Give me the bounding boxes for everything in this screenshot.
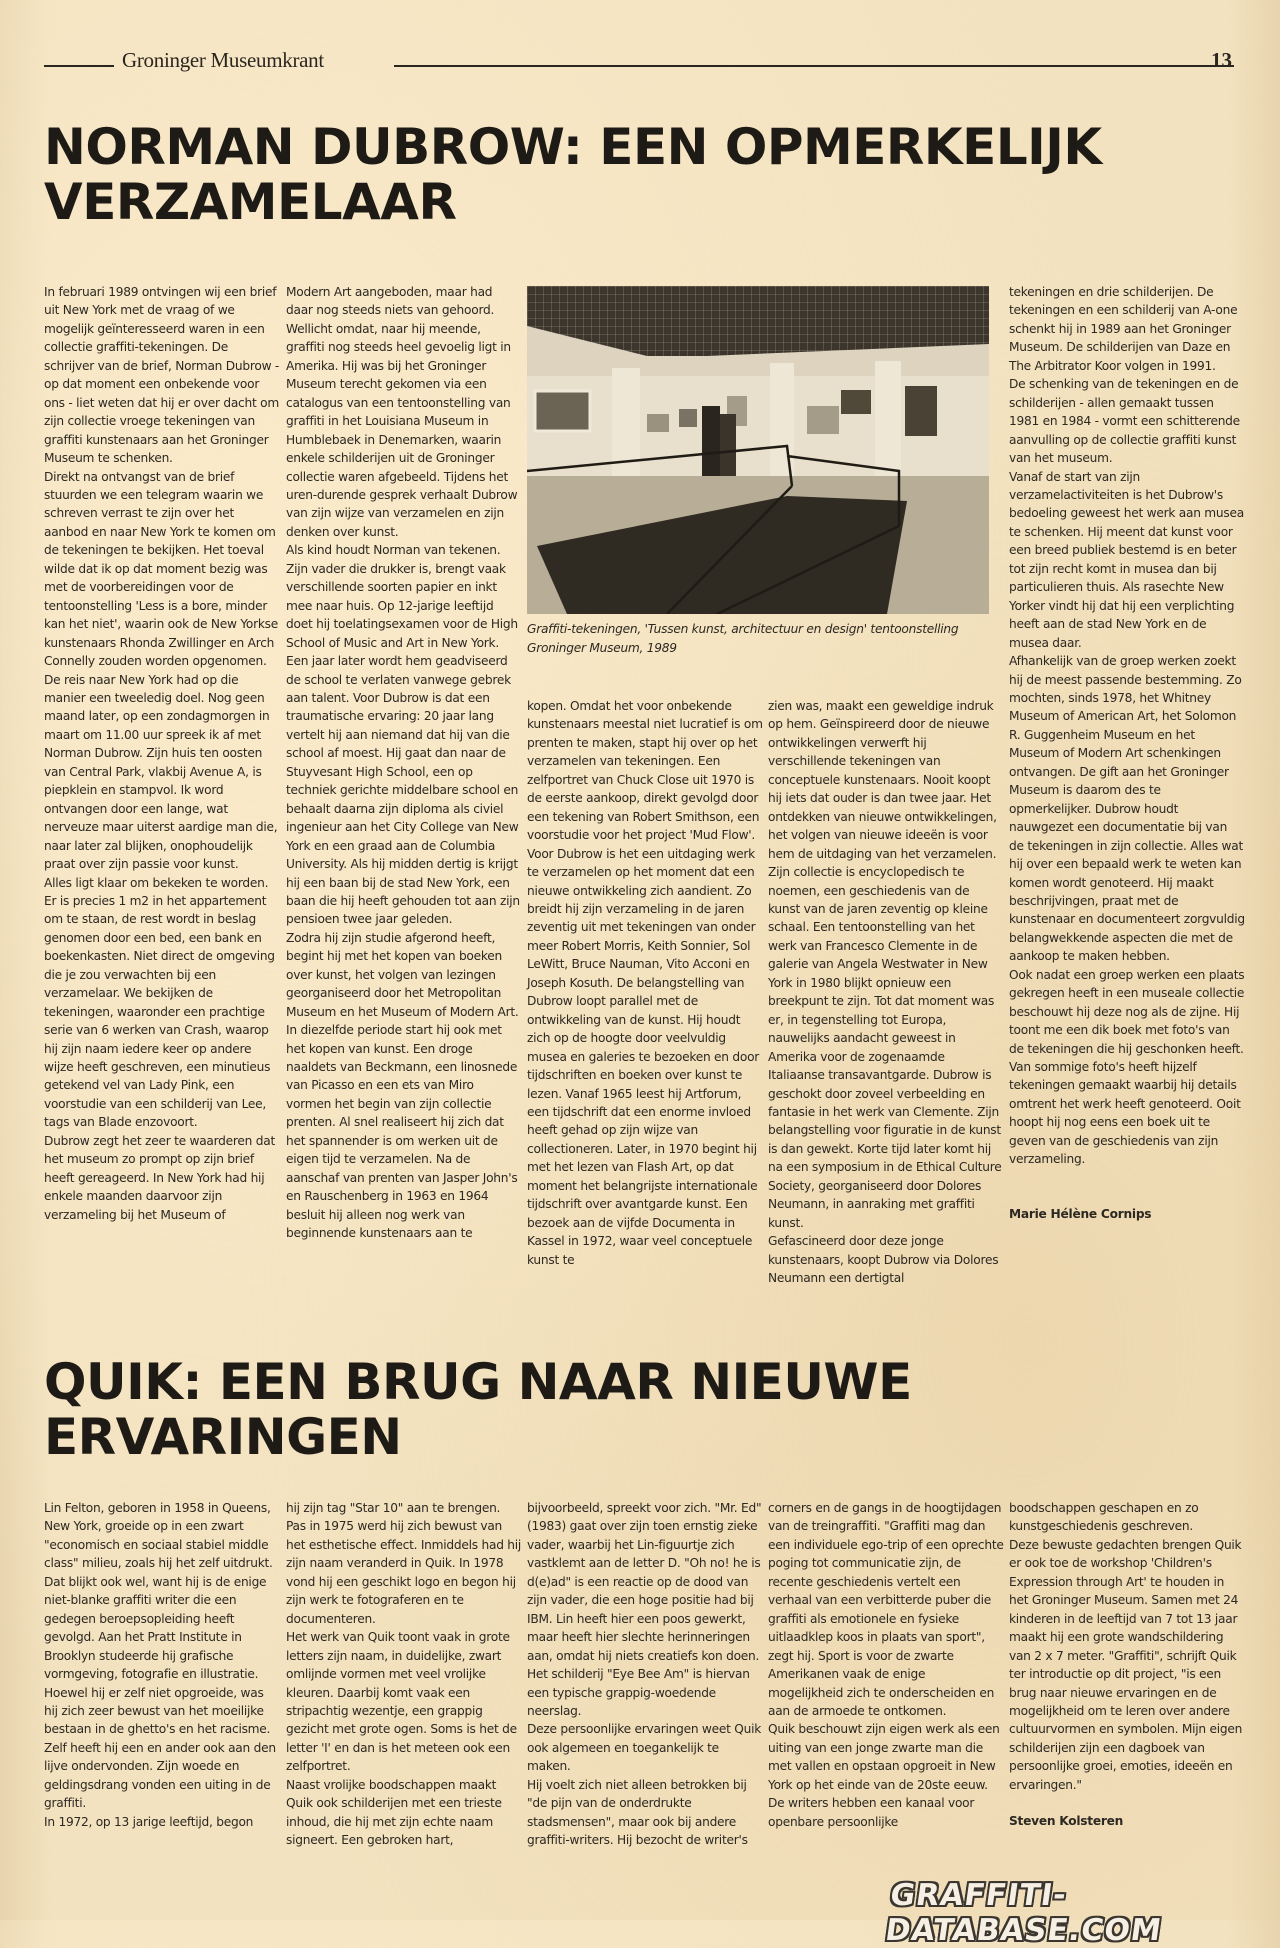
masthead-rule-left	[44, 65, 114, 67]
article2-author: Steven Kolsteren	[1009, 1814, 1124, 1829]
paragraph: zien was, maakt een geweldige indruk op hem. Geïnspireerd door de nieuwe ontwikkelingen verwerft hij verschillende tekeningen van conceptuele kunstenaars. Nooit koopt hij iets dat ouder is dan twee jaar. Het ontdekken van nieuwe ontwikkelingen, het volgen van nieuwe ideeën is voor hem de uitdaging van het verzamelen. Zijn collectie is encyclopedisch te noemen, een geschiedenis van de kunst van de jaren zeventig op kleine schaal. Een tentoonstelling van het werk van Francesco Clemente in de galerie van Angela Westwater in New York in 1980 blijkt opnieuw een breekpunt te zijn. Tot dat moment was er, in tegenstelling tot Europa, nauwelijks aandacht geweest in Amerika voor de zogenaamde Italiaanse transavantgarde. Dubrow is geschokt door zoveel verbeelding en fantasie in het werk van Clemente. Zijn belangstelling voor figuratie in de kunst is dan gewekt. Korte tijd later komt hij na een symposium in de Ethical Culture Society, georganiseerd door Dolores Neumann, in aanraking met graffiti kunst.	[768, 699, 1002, 1230]
watermark-logo: GRAFFITI-DATABASE.COM	[883, 1878, 1165, 1948]
publication-name: Groninger Museumkrant	[122, 48, 324, 72]
masthead-rule-right	[394, 65, 1234, 67]
article2-column-1	[44, 1499, 280, 1831]
artwork-frame	[679, 409, 697, 427]
artwork-frame	[905, 386, 937, 436]
paragraph: Afhankelijk van de groep werken zoekt hij de meest passende bestemming. Zo mochten, sinds 1978, het Whitney Museum of American Art, het Solomon R. Guggenheim Museum en het Museum of Modern Art schenkingen ontvangen. De gift aan het Groninger Museum is daarom des te opmerkelijker. Dubrow houdt nauwgezet een documentatie bij van de tekeningen in zijn collectie. Alles wat hij over een bepaald werk te weten kan komen wordt genoteerd. Hij maakt beschrijvingen, praat met de kunstenaar en documenteert zorgvuldig belangwekkende aspecten die met de aankoop te maken hebben.	[1009, 654, 1245, 964]
paragraph: Hoewel hij er zelf niet opgroeide, was hij zich zeer bewust van het moeilijke bestaan in de ghetto's en het racisme. Zelf heeft hij een en ander ook aan den lijve ondervonden. Zijn woede en geldingsdrang vonden een uiting in de graffiti.	[44, 1685, 276, 1811]
article1-column-2	[286, 283, 522, 1243]
paragraph: Gefascineerd door deze jonge kunstenaars, koopt Dubrow via Dolores Neumann een dertigtal	[768, 1234, 999, 1286]
paragraph: Quik beschouwt zijn eigen werk als een uiting van een jonge zwarte man die met vallen en opstaan opgroeit in New York op het einde van de 20ste eeuw. De writers hebben een kanaal voor openbare persoonlijke	[768, 1722, 1000, 1829]
article1-column-3	[527, 697, 763, 1269]
article1-column-1	[44, 283, 280, 1224]
article1-column-4	[768, 697, 1004, 1288]
paragraph: tekeningen en drie schilderijen. De tekeningen en een schilderij van A-one schenkt hij in 1989 aan het Groninger Museum. De schilderijen van Daze en The Arbitrator Koor volgen in 1991.	[1009, 285, 1238, 373]
paragraph: Lin Felton, geboren in 1958 in Queens, New York, groeide op in een zwart "economisch en sociaal stabiel middle class" milieu, zoals hij het zelf uitdrukt. Dat blijkt ook wel, want hij is de enige niet-blanke graffiti writer die een gedegen beroepsopleiding heeft gevolgd. Aan het Pratt Institute in Brooklyn studeerde hij grafische vormgeving, fotografie en illustratie.	[44, 1501, 273, 1682]
visitor	[720, 414, 736, 476]
artwork-frame	[841, 390, 871, 414]
artwork-frame	[647, 414, 669, 432]
article-headline-dubrow: NORMAN DUBROW: EEN OPMERKELIJK VERZAMELAAR	[44, 118, 1102, 231]
paragraph: Direkt na ontvangst van de brief stuurden we een telegram waarin we schreven verrast te zijn over het aanbod en naar New York te komen om de tekeningen te bekijken. Het toeval wilde dat ik op dat moment bezig was met de voorbereidingen voor de tentoonstelling 'Less is a bore, minder kan het niet', waarin ook de New Yorkse kunstenaars Rhonda Zwillinger en Arch Connelly zouden worden opgenomen. De reis naar New York had op die manier een tweeledig doel. Nog geen maand later, op een zondagmorgen in maart om 11.00 uur spreek ik af met Norman Dubrow. Zijn huis ten oosten van Central Park, vlakbij Avenue A, is piepklein en stampvol. Ik word ontvangen door een lange, wat nerveuze maar uiterst aardige man die, naar later zal blijken, onophoudelijk praat over zijn passie voor kunst.	[44, 469, 279, 872]
paragraph: Het werk van Quik toont vaak in grote letters zijn naam, in duidelijke, zwart omlijnde vormen met veel vrolijke kleuren. Daarbij komt vaak een stripachtig wezentje, een grappig gezicht met grote ogen. Soms is het de letter 'I' en dan is het meteen ook een zelfportret.	[286, 1630, 517, 1774]
paragraph: De schenking van de tekeningen en de schilderijen - allen gemaakt tussen 1981 en 1984 - vormt een schitterende aanvulling op de collectie graffiti kunst van het museum.	[1009, 377, 1240, 466]
paragraph: Vanaf de start van zijn verzamelactiviteiten is het Dubrow's bedoeling geweest het werk aan musea te schenken. Hij meent dat kunst voor een breed publiek bestemd is en beter tot zijn recht komt in musea dan bij particulieren thuis. Als rasechte New Yorker vindt hij dat hij een verplichting heeft aan de stad New York en de musea daar.	[1009, 469, 1244, 650]
gallery-photo	[527, 286, 989, 614]
paragraph: kopen. Omdat het voor onbekende kunstenaars meestal niet lucratief is om prenten te maken, stapt hij over op het verzamelen van tekeningen. Een zelfportret van Chuck Close uit 1970 is de eerste aankoop, direkt gevolgd door een tekening van Robert Smithson, een voorstudie voor het project 'Mud Flow'.	[527, 699, 763, 843]
article2-column-5	[1009, 1499, 1245, 1831]
paragraph: Ook nadat een groep werken een plaats gekregen heeft in een museale collectie beschouwt hij deze nog als de zijne. Hij toont me een dik boek met foto's van de tekeningen die hij geschonken heeft. Van sommige foto's heeft hijzelf tekeningen gemaakt waarbij hij details omtrent het werk heeft genoteerd. Ooit hoopt hij nog eens een boek uit te geven van de geschiedenis van zijn verzameling.	[1009, 967, 1245, 1167]
artwork-frame	[535, 391, 590, 431]
article1-author: Marie Hélène Cornips	[1009, 1206, 1152, 1221]
paragraph: Deze persoonlijke ervaringen weet Quik ook algemeen en toegankelijk te maken.	[527, 1722, 762, 1774]
paragraph: Voor Dubrow is het een uitdaging werk te verzamelen op het moment dat een nieuwe ontwikkeling zich aandient. Zo breidt hij zijn verzameling in de jaren zeventig uit met tekeningen van onder meer Robert Morris, Keith Sonnier, Sol LeWitt, Bruce Nauman, Vito Acconi en Joseph Kosuth. De belangstelling van Dubrow loopt parallel met de ontwikkeling van de kunst. Hij houdt zich op de hoogte door veelvuldig musea en galeries te bezoeken en door tijdschriften en boeken over kunst te lezen. Vanaf 1965 leest hij Artforum, een tijdschrift dat een enorme invloed heeft gehad op zijn wijze van collectioneren. Later, in 1970 begint hij met het lezen van Flash Art, op dat moment het belangrijste internationale tijdschrift over avantgarde kunst. Een bezoek aan de vijfde Documenta in Kassel in 1972, waar veel conceptuele kunst te	[527, 846, 760, 1267]
pillar	[612, 368, 640, 488]
artwork-frame	[807, 406, 839, 434]
article2-column-2	[286, 1499, 522, 1850]
paragraph: hij zijn tag "Star 10" aan te brengen. Pas in 1975 werd hij zich bewust van het esthetische effect. Inmiddels had hij zijn naam veranderd in Quik. In 1978 vond hij een geschikt logo en begon hij zijn werk te fotograferen en te documenteren.	[286, 1501, 522, 1626]
paragraph: Hij voelt zich niet alleen betrokken bij "de pijn van de onderdrukte stadsmensen", maar ook bij andere graffiti-writers. Hij bezocht de writer's	[527, 1777, 748, 1848]
article2-column-3	[527, 1499, 763, 1850]
paragraph: Modern Art aangeboden, maar had daar nog steeds niets van gehoord. Wellicht omdat, naar hij meende, graffiti nog steeds heel gevoelig ligt in Amerika. Hij was bij het Groninger Museum terecht gekomen via een catalogus van een tentoonstelling van graffiti in het Louisiana Museum in Humblebaek in Denemarken, waarin enkele schilderijen uit de Groninger collectie waren afgebeeld. Tijdens het uren-durende gesprek verhaalt Dubrow van zijn wijze van verzamelen en zijn denken over kunst.	[286, 285, 518, 539]
paragraph: bijvoorbeeld, spreekt voor zich. "Mr. Ed" (1983) gaat over zijn toen ernstig zieke vader, waarbij het Lin-figuurtje zich vastklemt aan de letter D. "Oh no! he is d(e)ad" is een reactie op de dood van zijn vader, die een hoge positie had bij IBM. Lin heeft hier een poos gewerkt, maar heeft hier slechte herinneringen aan, omdat hij niets creatiefs kon doen. Het schilderij "Eye Bee Am" is hiervan een typische grappig-woedende neerslag.	[527, 1501, 762, 1718]
paragraph: In februari 1989 ontvingen wij een brief uit New York met de vraag of we mogelijk geïnteresseerd waren in een collectie graffiti-tekeningen. De schrijver van de brief, Norman Dubrow - op dat moment een onbekende voor ons - liet weten dat hij er over dacht om zijn collectie vroege tekeningen van graffiti kunstenaars aan het Groninger Museum te schenken.	[44, 285, 280, 466]
gallery-photo-image	[527, 286, 989, 614]
paragraph: Naast vrolijke boodschappen maakt Quik ook schilderijen met een trieste inhoud, die hij met zijn echte naam signeert. Een gebroken hart,	[286, 1777, 502, 1848]
article-headline-quik: QUIK: EEN BRUG NAAR NIEUWE ERVARINGEN	[44, 1353, 912, 1466]
visitor	[702, 406, 720, 476]
paragraph: boodschappen geschapen en zo kunstgeschiedenis geschreven.	[1009, 1501, 1199, 1534]
paragraph: In 1972, op 13 jarige leeftijd, begon	[44, 1814, 254, 1829]
photo-caption: Graffiti-tekeningen, 'Tussen kunst, architectuur en design' tentoonstelling Groninger Museum, 1989	[527, 622, 959, 655]
masthead	[44, 48, 1240, 72]
page-number: 13	[1211, 48, 1232, 72]
paragraph: Dubrow zegt het zeer te waarderen dat het museum zo prompt op zijn brief heeft gereageerd. In New York had hij enkele maanden daarvoor zijn verzameling bij het Museum of	[44, 1133, 275, 1222]
paragraph: Zodra hij zijn studie afgerond heeft, begint hij met het kopen van boeken over kunst, het volgen van lezingen georganiseerd door het Metropolitan Museum en het Museum of Modern Art. In diezelfde periode start hij ook met het kopen van kunst. Een droge naaldets van Beckmann, een linosnede van Picasso en een ets van Miro vormen het begin van zijn collectie prenten. Al snel realiseert hij zich dat het spannender is om werken uit de eigen tijd te verzamelen. Na de aanschaf van prenten van Jasper John's en Rauschenberg in 1963 en 1964 besluit hij alleen nog werk van beginnende kunstenaars aan te	[286, 930, 519, 1241]
paragraph: corners en de gangs in de hoogtijdagen van de treingraffiti. "Graffiti mag dan een individuele ego-trip of een oprechte poging tot communicatie zijn, de recente geschiedenis vertelt een verhaal van een verbitterde puber die graffiti als emotionele en fysieke uitlaadklep koos in plaats van sport", zegt hij. Sport is voor de zwarte Amerikanen vaak de enige mogelijkheid zich te onderscheiden en aan de armoede te ontkomen.	[768, 1501, 1004, 1718]
article2-column-4	[768, 1499, 1004, 1831]
article1-column-5	[1009, 283, 1245, 1223]
paragraph: Deze bewuste gedachten brengen Quik er ook toe de workshop 'Children's Expression through Art' te houden in het Groninger Museum. Samen met 24 kinderen in de leeftijd van 7 tot 13 jaar maakt hij een grote wandschildering van 2 x 7 meter. "Graffiti", schrijft Quik ter introductie op dit project, "is een brug naar nieuwe ervaringen en de mogelijkheid om te leren over andere cultuurvormen en symbolen. Mijn eigen schilderijen zijn een dagboek van persoonlijke groei, emoties, ideeën en ervaringen."	[1009, 1537, 1243, 1792]
paragraph: Als kind houdt Norman van tekenen. Zijn vader die drukker is, brengt vaak verschillende soorten papier en inkt mee naar huis. Op 12-jarige leeftijd doet hij toelatingsexamen voor de High School of Music and Art in New York. Een jaar later wordt hem geadviseerd de school te verlaten vanwege gebrek aan talent. Voor Dubrow is dat een traumatische ervaring: 20 jaar lang vertelt hij aan niemand dat hij van die school af moest. Hij gaat dan naar de Stuyvesant High School, een op techniek gerichte middelbare school en behaalt daarna zijn diploma als civiel ingenieur aan het City College van New York en een graad aan de Columbia University. Als hij midden dertig is krijgt hij een baan bij de stad New York, een baan die hij heeft gehouden tot aan zijn pensioen twee jaar geleden.	[286, 543, 520, 927]
paragraph: Alles ligt klaar om bekeken te worden. Er is precies 1 m2 in het appartement om te staan, de rest wordt in beslag genomen door een bed, een bank en boekenkasten. Niet direct de omgeving die je zou verwachten bij een verzamelaar. We bekijken de tekeningen, waaronder een prachtige serie van 6 werken van Crash, waarop hij zijn naam iedere keer op andere wijze heeft geschreven, een minutieus getekend vel van Lady Pink, een voorstudie van een schilderij van Lee, tags van Blade enzovoort.	[44, 875, 275, 1130]
